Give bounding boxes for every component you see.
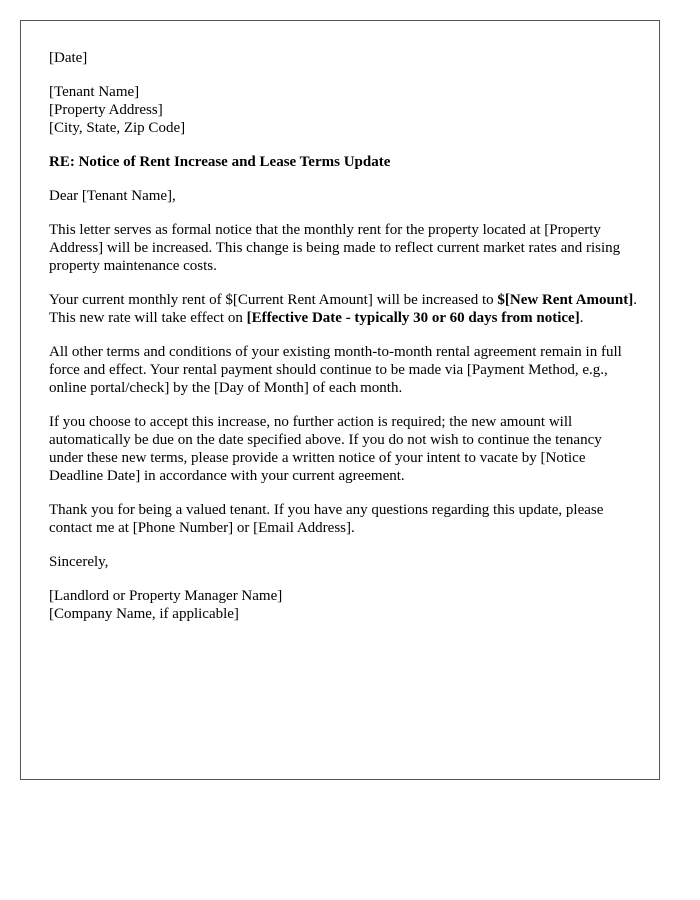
paragraph-notice: This letter serves as formal notice that the monthly rent for the property located at [Property Address] will be increased. This change is being made to reflect current market rates and rising property maintenance costs. — [49, 222, 621, 274]
signature-block — [49, 587, 639, 623]
recipient-address-block — [49, 83, 639, 137]
letter-body — [49, 49, 639, 639]
letter-subject: RE: Notice of Rent Increase and Lease Terms Update — [49, 154, 391, 170]
recipient-name: [Tenant Name] — [49, 84, 140, 100]
paragraph-thanks: Thank you for being a valued tenant. If you have any questions regarding this update, please contact me at [Phone Number] or [Email Address]. — [49, 502, 604, 536]
paragraph-acceptance: If you choose to accept this increase, no further action is required; the new amount will automatically be due on the date specified above. If you do not wish to continue the tenancy under these new terms, please provide a written notice of your intent to vacate by [Notice Deadline Date] in accordance with your current agreement. — [49, 414, 602, 484]
rent-change-text-1: Your current monthly rent of $[Current Rent Amount] will be increased to — [49, 292, 498, 308]
paragraph-terms: All other terms and conditions of your existing month-to-month rental agreement remain in full force and effect. Your rental payment should continue to be made via [Payment Method, e.g., online portal/check] by the [Day of Month] of each month. — [49, 344, 622, 396]
signature-name: [Landlord or Property Manager Name] — [49, 588, 283, 604]
rent-change-text-3: . — [579, 310, 584, 326]
recipient-city-state-zip: [City, State, Zip Code] — [49, 120, 186, 136]
rent-change-text-2: . This new rate will take effect on — [49, 292, 637, 326]
signature-company: [Company Name, if applicable] — [49, 606, 239, 622]
letter-salutation: Dear [Tenant Name], — [49, 188, 176, 204]
paragraph-rent-change — [49, 291, 639, 327]
new-rent-amount: $[New Rent Amount] — [497, 292, 634, 308]
letter-closing: Sincerely, — [49, 554, 109, 570]
effective-date: [Effective Date - typically 30 or 60 days from notice] — [246, 310, 580, 326]
letter-page — [20, 20, 660, 780]
letter-date: [Date] — [49, 50, 88, 66]
recipient-address: [Property Address] — [49, 102, 163, 118]
